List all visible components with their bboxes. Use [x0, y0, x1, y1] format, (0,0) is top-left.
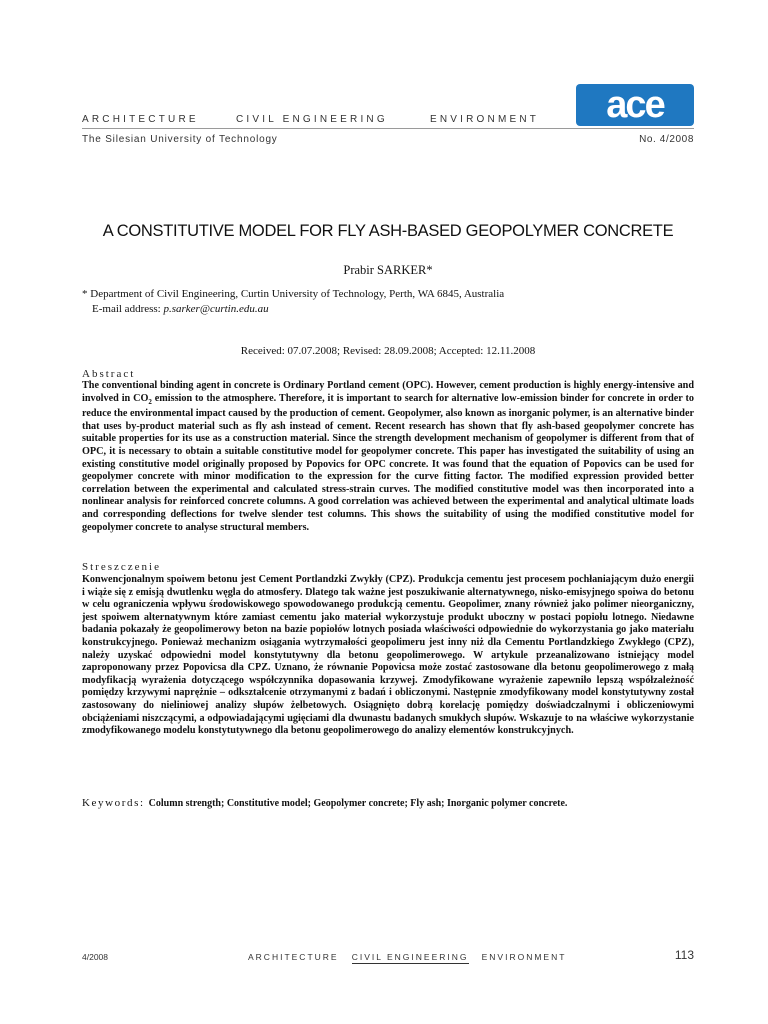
issue-number: No. 4/2008 — [639, 134, 694, 145]
header-environment: ENVIRONMENT — [430, 114, 540, 125]
streszczenie-heading: Streszczenie — [82, 561, 161, 573]
header-civil-engineering: CIVIL ENGINEERING — [236, 114, 388, 125]
ace-logo-icon — [576, 84, 694, 126]
keywords-label: Keywords: — [82, 797, 145, 809]
affiliation-line: * Department of Civil Engineering, Curtin University of Technology, Perth, WA 6845, Australia — [82, 288, 505, 300]
keywords-text: Column strength; Constitutive model; Geopolymer concrete; Fly ash; Inorganic polymer concrete. — [148, 798, 568, 809]
abstract-text-b: emission to the atmosphere. Therefore, it is important to search for alternative low-emission binder for concrete in order to reduce the environmental impact caused by the production of cement. Geopolymer, also known as inorganic polymer, is an alternative binder that uses by-product material such as fly ash instead of cement. Recent research has shown that fly ash-based geopolymer concrete has suitable properties for its use as a construction material. Since the strength development mechanism of geopolymer is different from that of OPC, it is necessary to obtain a suitable constitutive model for geopolymer concrete. This paper has investigated the suitability of using an existing constitutive model originally proposed by Popovics for OPC concrete. It was found that the equation of Popovics can be used for geopolymer concrete with minor modification to the expression for the curve fitting factor. The modified expression provided better correlation between the experimental and calculated stress-strain curves. The modified constitutive model was then incorporated into a nonlinear analysis for reinforced concrete columns. A good correlation was achieved between the experimental and analytical ultimate loads and corresponding deflections for twelve slender test columns. This shows the suitability of using the modified constitutive model for geopolymer concrete to analyse structural members. — [82, 392, 694, 533]
abstract-text-a: The conventional binding agent in concrete is Ordinary Portland cement (OPC). However, cement production is highly energy-intensive and involved in CO — [82, 380, 694, 404]
footer-architecture: ARCHITECTURE — [248, 952, 339, 962]
keywords — [82, 797, 567, 809]
author: Prabir SARKER* — [343, 263, 433, 277]
abstract-subscript: 2 — [148, 397, 152, 406]
received-dates: Received: 07.07.2008; Revised: 28.09.2008; Accepted: 12.11.2008 — [240, 345, 536, 357]
email-address: p.sarker@curtin.edu.au — [163, 303, 269, 315]
streszczenie-text: Konwencjonalnym spoiwem betonu jest Cement Portlandzki Zwykły (CPZ). Produkcja cementu jest procesem pochłaniającym dużo energii i wiąże się z emisją dwutlenku węgla do atmosfery. Dlatego tak ważne jest poszukiwanie alternatywnego, nisko-emisyjnego spoiwa do betonu w celu ograniczenia wpływu środowiskowego spowodowanego produkcją cementu. Geopolimer, znany również jako polimer nieorganiczny, jest spoiwem alternatywnym które zamiast cementu jako materiał wykorzystuje produkt uboczny w postaci popiołu lotnego. Niedawne badania pokazały że geopolimerowy beton na bazie popiołów lotnych posiada właściwości odpowiednie do wykorzystania go jako materiału konstrukcyjnego. Ponieważ mechanizm osiągania wytrzymałości geopolimeru jest inny niż dla Cementu Portlandzkiego Zwykłego (CPZ), należy uzyskać odpowiedni model konstytutywny dla betonu geopolimerowego. W artykule przeanalizowano istniejący model zaproponowany przez Popovicsa dla CPZ. Uznano, że równanie Popovicsa może zostać zastosowane dla betonu geopolimerowego z małą modyfikacją wyrażenia dotyczącego współczynnika dopasowania krzywej. Zmodyfikowane wyrażenie zapewniło lepszą współzależność pomiędzy krzywymi naprężnie – odkształcenie otrzymanymi z badań i obliczonymi. Następnie zmodyfikowany model konstytutywny został zastosowany do nieliniowej analizy słupów żelbetowych. Osiągnięto dobrą korelację pomiędzy doświadczalnymi i obliczeniowymi obciążeniami niszczącymi, a odpowiadającymi ugięciami dla dwunastu badanych smukłych słupów. Wskazuje to na właściwe wykorzystanie zmodyfikowanego modelu konstytutywnego dla betonu geopolimerowego do analizy elementów konstrukcyjnych. — [82, 574, 694, 737]
page-number: 113 — [674, 948, 694, 962]
footer-issue: 4/2008 — [82, 952, 108, 962]
paper-title: A CONSTITUTIVE MODEL FOR FLY ASH-BASED GEOPOLYMER CONCRETE — [102, 222, 674, 240]
page-footer — [82, 950, 694, 966]
university-name: The Silesian University of Technology — [82, 134, 278, 145]
footer-environment: ENVIRONMENT — [481, 952, 567, 962]
header-architecture: ARCHITECTURE — [82, 114, 199, 125]
abstract-heading: Abstract — [82, 368, 136, 380]
logo-text: ace — [606, 84, 664, 126]
footer-journal — [248, 952, 566, 962]
header-rule — [82, 128, 694, 129]
email-label: E-mail address: — [92, 303, 164, 315]
email-line — [82, 302, 504, 317]
footer-civil-engineering: CIVIL ENGINEERING — [351, 952, 469, 962]
affiliation — [82, 287, 504, 317]
abstract-text — [82, 380, 694, 534]
